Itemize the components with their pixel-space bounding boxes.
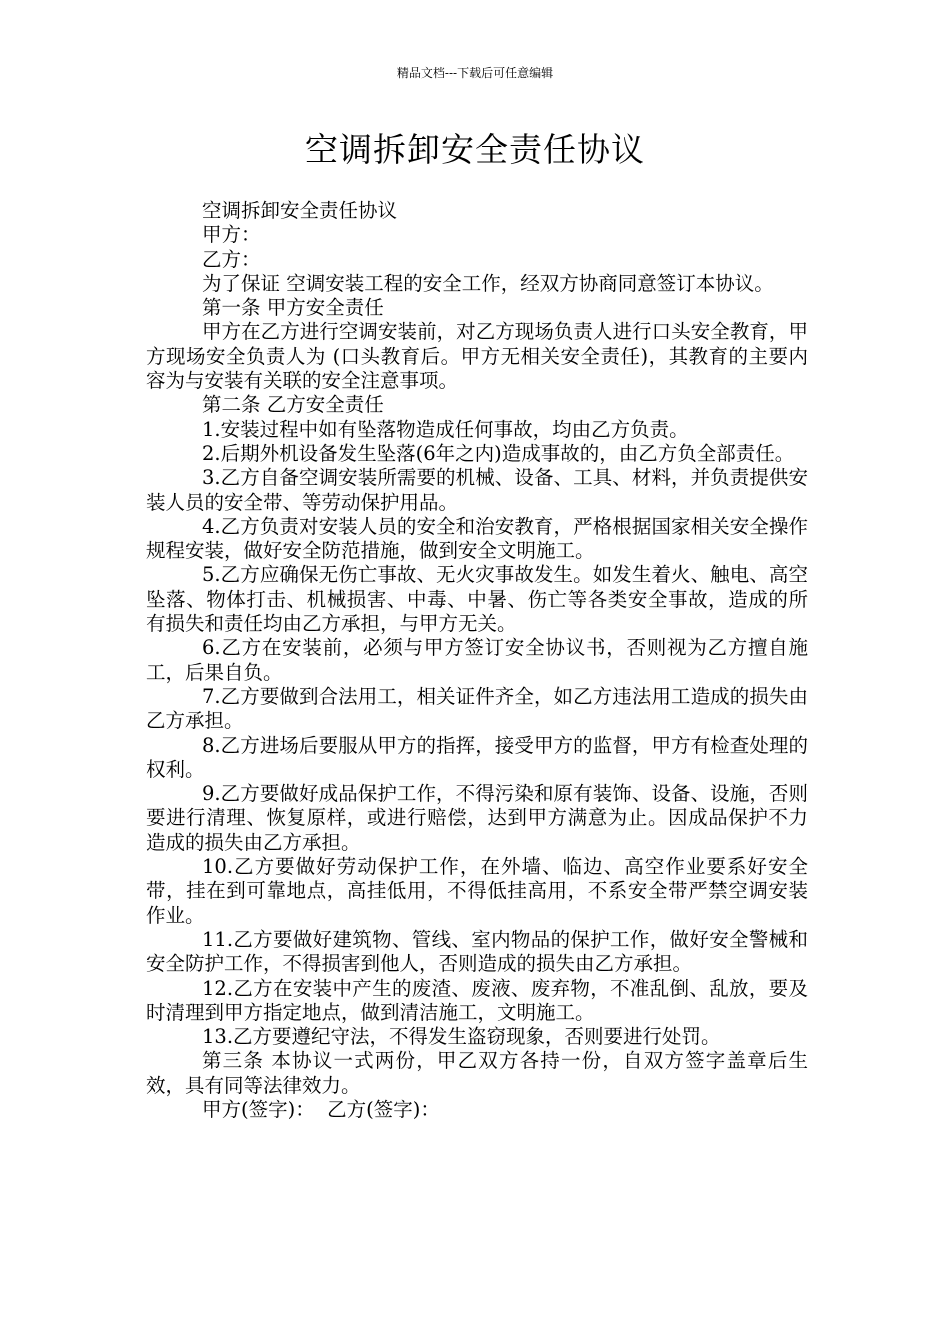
paragraph-intro: 为了保证 空调安装工程的安全工作，经双方协商同意签订本协议。 <box>202 271 774 295</box>
clause-9: 9.乙方要做好成品保护工作，不得污染和原有装饰、设备、设施，否则要进行清理、恢复原样，或进行赔偿，达到甲方满意为止。因成品保护不力造成的损失由乙方承担。 <box>146 782 808 854</box>
clause-7: 7.乙方要做到合法用工，相关证件齐全，如乙方违法用工造成的损失由乙方承担。 <box>146 684 808 733</box>
article-1-heading: 第一条 甲方安全责任 <box>202 296 384 320</box>
clause-11: 11.乙方要做好建筑物、管线、室内物品的保护工作，做好安全警械和安全防护工作，不得损害到他人，否则造成的损失由乙方承担。 <box>146 927 808 976</box>
party-a-line: 甲方： <box>202 223 261 247</box>
clause-3: 3.乙方自备空调安装所需要的机械、设备、工具、材料，并负责提供安装人员的安全带、等劳动保护用品。 <box>146 466 808 514</box>
paragraph-subtitle: 空调拆卸安全责任协议 <box>202 199 398 222</box>
clause-6: 6.乙方在安装前，必须与甲方签订安全协议书，否则视为乙方擅自施工，后果自负。 <box>146 636 808 684</box>
party-b-line: 乙方： <box>202 247 261 271</box>
clause-2: 2.后期外机设备发生坠落(6年之内)造成事故的，由乙方负全部责任。 <box>202 441 795 465</box>
paragraph-article-1: 甲方在乙方进行空调安装前，对乙方现场负责人进行口头安全教育，甲方现场安全负责人为 (口头教育后。甲方无相关安全责任)，其教育的主要内容为与安装有关联的安全注意事项。 <box>146 320 808 393</box>
article-3: 第三条 本协议一式两份，甲乙双方各持一份，自双方签字盖章后生效，具有同等法律效力。 <box>146 1049 808 1097</box>
clause-8: 8.乙方进场后要服从甲方的指挥，接受甲方的监督，甲方有检查处理的权利。 <box>146 733 808 781</box>
signature-line: 甲方(签字)： 乙方(签字)： <box>202 1097 440 1121</box>
clause-10: 10.乙方要做好劳动保护工作，在外墙、临边、高空作业要系好安全带，挂在到可靠地点，高挂低用，不得低挂高用，不系安全带严禁空调安装作业。 <box>146 855 808 927</box>
clause-5: 5.乙方应确保无伤亡事故、无火灾事故发生。如发生着火、触电、高空坠落、物体打击、机械损害、中毒、中暑、伤亡等各类安全事故，造成的所有损失和责任均由乙方承担，与甲方无关。 <box>146 563 808 636</box>
article-2-heading: 第二条 乙方安全责任 <box>202 393 384 417</box>
page-header: 精品文档---下载后可任意编辑 <box>396 66 554 80</box>
clause-13: 13.乙方要遵纪守法，不得发生盗窃现象，否则要进行处罚。 <box>202 1025 721 1049</box>
clause-4: 4.乙方负责对安装人员的安全和治安教育，严格根据国家相关安全操作规程安装，做好安全防范措施，做到安全文明施工。 <box>146 514 808 563</box>
document-body <box>146 199 808 1122</box>
clause-12: 12.乙方在安装中产生的废渣、废液、废弃物，不准乱倒、乱放，要及时清理到甲方指定地点，做到清洁施工，文明施工。 <box>146 976 808 1024</box>
clause-1: 1.安装过程中如有坠落物造成任何事故，均由乙方负责。 <box>202 417 689 441</box>
document-title: 空调拆卸安全责任协议 <box>305 130 645 169</box>
